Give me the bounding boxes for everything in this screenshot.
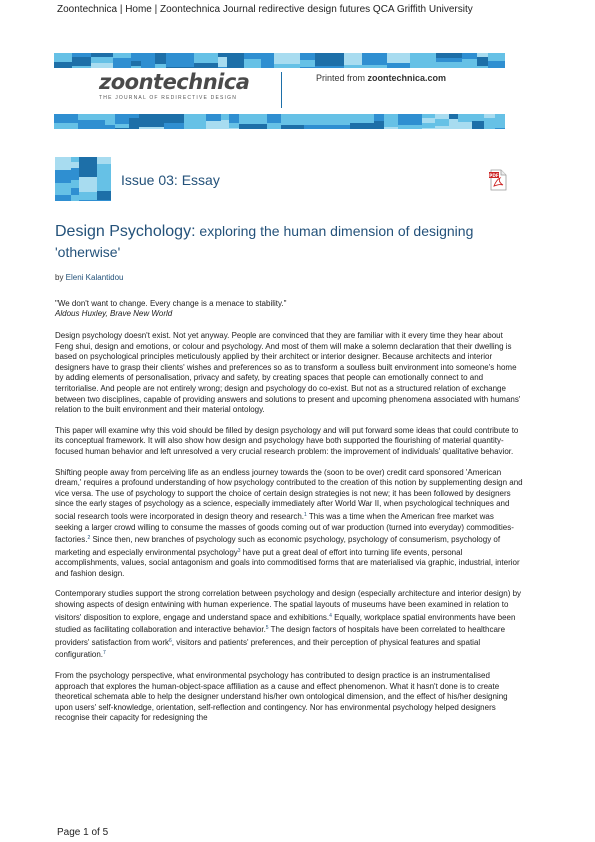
- mosaic-tile: [105, 114, 115, 125]
- epigraph-quote: "We don't want to change. Every change is a menace to stability.": [55, 299, 287, 308]
- mosaic-tile: [91, 63, 113, 68]
- mosaic-tile: [495, 128, 505, 129]
- mosaic-tile: [274, 53, 300, 64]
- mosaic-tile: [384, 127, 398, 129]
- mosaic-tile: [55, 157, 71, 170]
- mosaic-tile: [54, 62, 72, 68]
- epigraph-citation: Aldous Huxley, Brave New World: [55, 309, 173, 318]
- paragraph: Design psychology doesn't exist. Not yet anyway. People are convinced that they are familiar with it every time they hear about Feng shui, design and emotions, or colour and psychology. And most of them will make a solemn declaration that their dwelling is based on psychological principles meticulously applied by their architect or interior designer. Because architects and interior designers have to grasp their clients' wishes and preferences so as to transform a soulless built environment into someone's home by adding elements of personalisation, privacy and safety, by creating spaces that people can emotionally connect to and territorialise. And people are not entirely wrong; design and psychology do co-exist. But not as a structured relation of exchange between two disciplines, capable of providing answers and solutions to present and upcoming phenomena associated with humans' relation to the built environment and their material ontology.: [55, 331, 521, 415]
- mosaic-tile: [495, 121, 505, 128]
- mosaic-tile: [410, 62, 436, 68]
- mosaic-tile: [344, 65, 362, 68]
- mosaic-tile: [495, 114, 505, 121]
- footnote-ref[interactable]: 7: [103, 650, 106, 657]
- mosaic-tile: [139, 114, 164, 127]
- epigraph: [55, 299, 286, 319]
- mosaic-tile: [449, 127, 458, 129]
- mosaic-tile: [221, 120, 229, 129]
- mosaic-tile: [350, 123, 374, 129]
- printed-from-note: [316, 73, 446, 83]
- paragraph-text: This was a time when the American free market was seeking a larger crowd willing to consume the masses of goods coming out of war production (turned into everyday) commodities-factories.: [55, 511, 514, 545]
- mosaic-tile: [398, 114, 422, 125]
- mosaic-tile: [300, 53, 315, 60]
- mosaic-tile: [218, 67, 227, 68]
- mosaic-tile: [435, 126, 449, 129]
- window-title: Zoontechnica | Home | Zoontechnica Journal redirective design futures QCA Griffith University: [57, 4, 473, 15]
- mosaic-tile: [218, 57, 227, 67]
- mosaic-tile: [449, 119, 458, 127]
- issue-label: Issue 03: Essay: [121, 172, 220, 188]
- mosaic-tile: [300, 60, 315, 67]
- mosaic-tile: [78, 120, 105, 128]
- mosaic-tile: [105, 125, 115, 129]
- footnote-ref[interactable]: 1: [304, 511, 307, 518]
- mosaic-tile: [71, 188, 79, 195]
- banner-stripe-top: [54, 53, 505, 68]
- mosaic-tile: [206, 121, 221, 129]
- mosaic-tile: [384, 114, 398, 127]
- mosaic-tile: [304, 125, 322, 129]
- mosaic-tile: [229, 114, 239, 123]
- mosaic-tile: [155, 64, 166, 68]
- mosaic-tile: [166, 67, 194, 68]
- author-link[interactable]: Eleni Kalantidou: [65, 273, 124, 282]
- footnote-ref[interactable]: 2: [87, 535, 91, 542]
- paragraph-text: Contemporary studies support the strong correlation between psychology and design (especially architecture and interior design) by showing aspects of design entwining with human experience. The spatial layouts of museums have been examined in relation to visitors' disposition to explore, engage and understand space and exhibitions.: [55, 589, 522, 622]
- printed-from-prefix: Printed from: [316, 73, 368, 83]
- mosaic-tile: [244, 59, 261, 68]
- mosaic-tile: [54, 123, 78, 129]
- mosaic-tile: [477, 66, 488, 68]
- mosaic-tile: [458, 122, 472, 129]
- mosaic-tile: [472, 121, 484, 129]
- mosaic-tile: [115, 114, 129, 124]
- mosaic-tile: [164, 114, 184, 123]
- site-logo-tagline: THE JOURNAL OF REDIRECTIVE DESIGN: [99, 95, 238, 101]
- paragraph-text: Equally, workplace spatial environments have been studied as facilitating collaboration and interactive behavior.: [55, 612, 516, 635]
- mosaic-tile: [239, 114, 267, 124]
- byline-prefix: by: [55, 273, 66, 282]
- paragraph-text: Shifting people away from perceiving life as an endless journey towards the (soon to be over) credit card sponsored 'American dream,' requires a profound understanding of how psychology contributed to the creation of this notion by supplementing design and vice versa. The use of psychology to support the choice of certain design strategies is not new; it has been followed by designers since the early stages of psychology as a science, especially immediately after World War II, when psychological techniques and social research tools were incorporated in design theory and research.: [55, 467, 523, 521]
- paragraph-text: , visitors and patients' preferences, and their perception of physical features and spatial configuration.: [55, 637, 481, 660]
- mosaic-tile: [462, 59, 477, 68]
- mosaic-tile: [97, 178, 111, 191]
- mosaic-tile: [435, 119, 449, 126]
- article-title: [55, 221, 505, 263]
- mosaic-tile: [194, 53, 218, 63]
- mosaic-tile: [333, 125, 350, 129]
- pdf-document-icon[interactable]: [487, 169, 509, 191]
- mosaic-tile: [488, 53, 505, 61]
- mosaic-tile: [227, 61, 244, 68]
- mosaic-tile: [374, 114, 384, 121]
- mosaic-tile: [333, 114, 350, 125]
- article-body: [55, 331, 523, 734]
- mosaic-tile: [362, 53, 387, 65]
- mosaic-tile: [155, 53, 166, 64]
- mosaic-tile: [472, 114, 484, 121]
- mosaic-tile: [274, 64, 300, 68]
- mosaic-tile: [322, 114, 333, 125]
- mosaic-tile: [261, 53, 274, 64]
- printed-from-site: zoontechnica.com: [367, 73, 447, 83]
- mosaic-tile: [79, 192, 97, 200]
- banner-stripe-bottom: [54, 114, 505, 129]
- mosaic-tile: [72, 66, 91, 68]
- mosaic-tile: [55, 183, 71, 195]
- mosaic-tile: [436, 62, 462, 68]
- mosaic-tile: [71, 195, 79, 201]
- mosaic-tile: [97, 168, 111, 178]
- article-title-subtitle: exploring the human dimension of designing 'otherwise': [55, 223, 474, 260]
- mosaic-tile: [97, 191, 111, 200]
- mosaic-tile: [71, 168, 79, 180]
- mosaic-tile: [79, 200, 97, 201]
- footnote-ref[interactable]: 5: [265, 625, 269, 632]
- mosaic-tile: [300, 67, 315, 68]
- mosaic-tile: [267, 123, 281, 129]
- mosaic-tile: [362, 65, 387, 68]
- byline: [55, 273, 124, 282]
- mosaic-tile: [97, 157, 111, 164]
- mosaic-tile: [344, 53, 362, 65]
- paragraph-text: have put a great deal of effort into turning life events, personal accomplishments, values, social antagonism and goals into commoditised forms that are materialised via graphic, industrial, interior and fashion design.: [55, 547, 520, 578]
- mosaic-tile: [79, 177, 97, 188]
- mosaic-tile: [322, 125, 333, 129]
- mosaic-tile: [54, 53, 72, 62]
- paragraph-text: Since then, new branches of psychology such as economic psychology, psychology of consumerism, psychology of marketing and especially environmental psychology: [55, 535, 501, 557]
- mosaic-tile: [71, 180, 79, 188]
- paragraph: From the psychology perspective, what environmental psychology has contributed to design practice is an instrumentalised approach that explores the human-object-space affiliation as a cause and effect phenomenon. What it hasn't done is to create theoretical schemata able to help the designer understand his/her own ontological dimension, and the effect of his/her designing upon users' self-knowledge, orientation, self-reflection and contingency. Nor has environmental psychology helped designers recognise their capacity for redesigning the: [55, 671, 508, 723]
- mosaic-tile: [315, 57, 344, 66]
- mosaic-tile: [164, 123, 184, 129]
- mosaic-tile: [54, 114, 78, 123]
- site-logo[interactable]: zoontechnica: [99, 70, 250, 94]
- mosaic-tile: [387, 53, 410, 63]
- footnote-ref[interactable]: 3: [237, 547, 241, 554]
- mosaic-tile: [484, 118, 495, 125]
- mosaic-tile: [315, 66, 344, 68]
- mosaic-tile: [72, 57, 91, 66]
- mosaic-tile: [488, 61, 505, 68]
- footnote-ref[interactable]: 4: [329, 612, 332, 619]
- mosaic-tile: [115, 128, 129, 129]
- page-number: Page 1 of 5: [57, 827, 109, 838]
- mosaic-tile: [141, 58, 155, 66]
- paragraph-text: The design factors of hospitals have been correlated to healthcare providers' satisfaction from work: [55, 625, 506, 647]
- mosaic-tile: [281, 125, 304, 129]
- mosaic-tile: [374, 121, 384, 129]
- mosaic-tile: [229, 128, 239, 129]
- mosaic-tile: [78, 128, 105, 129]
- mosaic-tile: [261, 64, 274, 68]
- mosaic-tile: [398, 125, 422, 129]
- mosaic-tile: [184, 114, 206, 127]
- mosaic-tile: [458, 114, 472, 122]
- mosaic-tile: [239, 124, 267, 129]
- issue-thumbnail: [55, 157, 111, 201]
- mosaic-tile: [267, 114, 281, 123]
- paragraph: This paper will examine why this void should be filled by design psychology and will put forward some ideas that could contribute to its conceptual framework. It will also show how design and psychology have both supported the flourishing of material quantity-focused human behavior and left unresolved a very crucial research problem: the improvement of individuals' qualitative behavior.: [55, 425, 519, 456]
- mosaic-tile: [206, 114, 221, 121]
- mosaic-tile: [55, 170, 71, 183]
- mosaic-tile: [79, 169, 97, 177]
- mosaic-tile: [194, 63, 218, 68]
- mosaic-tile: [129, 118, 139, 129]
- svg-text:PDF: PDF: [489, 172, 499, 178]
- mosaic-tile: [97, 200, 111, 201]
- footnote-ref[interactable]: 6: [169, 637, 172, 644]
- paragraph: [55, 468, 523, 580]
- article-title-main: Design Psychology:: [55, 223, 196, 240]
- mosaic-tile: [422, 128, 435, 129]
- paragraph: [55, 589, 523, 661]
- mosaic-tile: [55, 195, 71, 201]
- mosaic-tile: [139, 127, 164, 129]
- mosaic-tile: [79, 157, 97, 169]
- mosaic-tile: [304, 114, 322, 125]
- mosaic-tile: [141, 66, 155, 68]
- mosaic-tile: [281, 114, 304, 125]
- banner-divider: [281, 72, 282, 108]
- mosaic-tile: [166, 59, 194, 67]
- mosaic-tile: [131, 66, 141, 68]
- mosaic-tile: [484, 125, 495, 129]
- mosaic-tile: [131, 53, 141, 61]
- mosaic-tile: [113, 58, 131, 68]
- mosaic-tile: [387, 63, 410, 68]
- mosaic-tile: [227, 53, 244, 61]
- mosaic-tile: [184, 127, 206, 129]
